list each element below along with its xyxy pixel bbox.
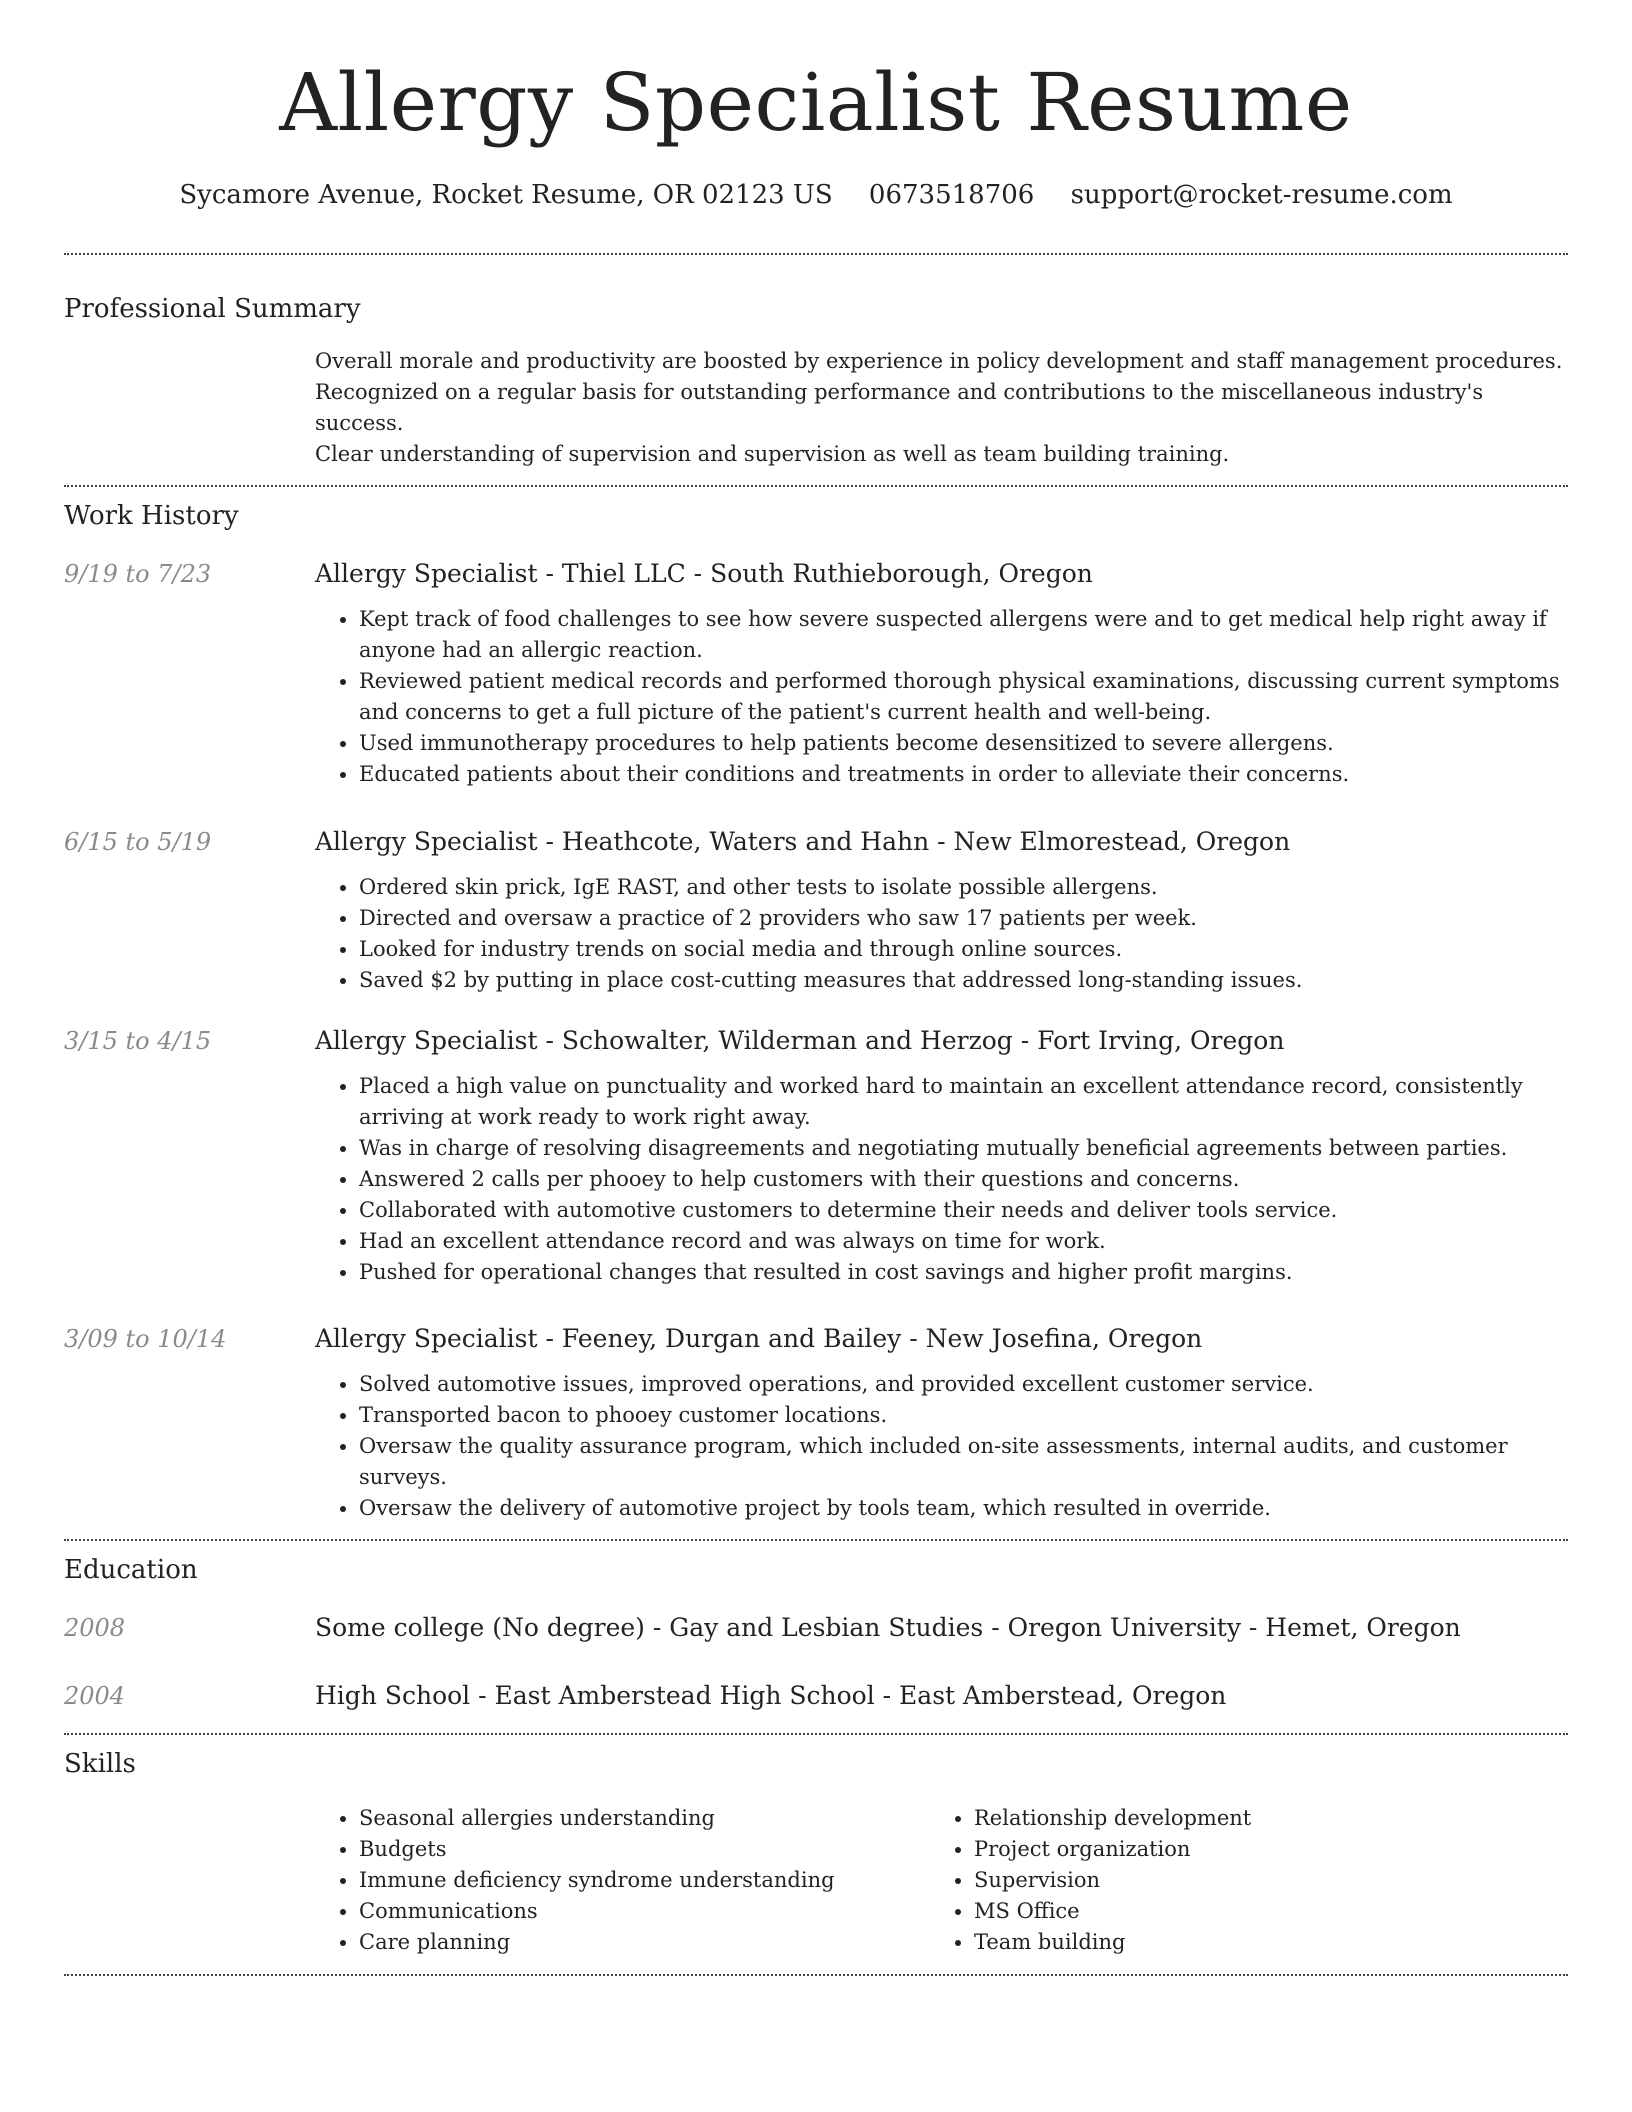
list-item: • Care planning [359,1927,930,1958]
list-item: • Directed and oversaw a practice of 2 providers who saw 17 patients per week. [359,903,1568,934]
job-entry [64,1322,1568,1524]
skills-heading: Skills [64,1749,136,1779]
list-item: • Supervision [974,1865,1545,1896]
list-item: • Answered 2 calls per phooey to help customers with their questions and concerns. [359,1164,1568,1195]
job-entry [64,1024,1568,1288]
list-item: • Oversaw the quality assurance program, which included on-site assessments, internal audits, and customer surveys. [359,1431,1568,1493]
list-item: • Solved automotive issues, improved operations, and provided excellent customer service. [359,1369,1568,1400]
summary-line: Clear understanding of supervision and supervision as well as team building training. [315,442,1230,466]
job-title: Allergy Specialist - Feeney, Durgan and Bailey - New Josefina, Oregon [315,1324,1203,1353]
skills-list [315,1803,930,1958]
list-item: • Looked for industry trends on social media and through online sources. [359,934,1568,965]
list-item: • Placed a high value on punctuality and worked hard to maintain an excellent attendance record, consistently arriving at work ready to work right away. [359,1071,1568,1133]
contact-line [64,178,1568,212]
job-dates: 3/15 to 4/15 [64,1027,212,1055]
job-bullets [315,872,1568,996]
list-item: • Budgets [359,1834,930,1865]
skills-column [315,1803,930,1958]
work-history-heading: Work History [64,501,239,531]
job-title: Allergy Specialist - Thiel LLC - South Ruthieborough, Oregon [315,559,1093,588]
divider [64,1974,1568,1976]
skills-column [930,1803,1545,1958]
resume-title: Allergy Specialist Resume [279,56,1353,149]
job-dates: 6/15 to 5/19 [64,828,212,856]
list-item: • Used immunotherapy procedures to help patients become desensitized to severe allergens. [359,728,1568,759]
contact-phone: 0673518706 [868,180,1035,210]
education-text: High School - East Amberstead High School - East Amberstead, Oregon [315,1681,1227,1710]
job-entry [64,557,1568,790]
list-item: • Pushed for operational changes that resulted in cost savings and higher profit margins. [359,1257,1568,1288]
job-dates: 9/19 to 7/23 [64,560,212,588]
education-year: 2008 [64,1614,126,1642]
job-title: Allergy Specialist - Schowalter, Wilderman and Herzog - Fort Irving, Oregon [315,1026,1285,1055]
list-item: • Immune deficiency syndrome understanding [359,1865,930,1896]
job-dates: 3/09 to 10/14 [64,1325,227,1353]
job-title: Allergy Specialist - Heathcote, Waters and Hahn - New Elmorestead, Oregon [315,827,1291,856]
summary-section [64,292,1568,470]
list-item: • Communications [359,1896,930,1927]
list-item: • Oversaw the delivery of automotive project by tools team, which resulted in override. [359,1493,1568,1524]
list-item: • Kept track of food challenges to see how severe suspected allergens were and to get medical help right away if anyone had an allergic reaction. [359,604,1568,666]
skills-list [930,1803,1545,1958]
list-item: • Relationship development [974,1803,1545,1834]
education-text: Some college (No degree) - Gay and Lesbian Studies - Oregon University - Hemet, Oregon [315,1613,1461,1642]
job-bullets [315,1071,1568,1288]
divider [64,1733,1568,1735]
resume-page [64,0,1568,1976]
contact-address: Sycamore Avenue, Rocket Resume, OR 02123 US [179,180,833,210]
skills-grid [315,1803,1568,1958]
divider [64,485,1568,487]
education-entry [64,1611,1568,1645]
list-item: • Was in charge of resolving disagreements and negotiating mutually beneficial agreements between parties. [359,1133,1568,1164]
summary-text [315,346,1568,470]
list-item: • Educated patients about their conditions and treatments in order to alleviate their concerns. [359,759,1568,790]
education-heading: Education [64,1555,198,1585]
summary-line: Overall morale and productivity are boosted by experience in policy development and staff management procedures. [315,349,1563,373]
list-item: • Seasonal allergies understanding [359,1803,930,1834]
list-item: • Saved $2 by putting in place cost-cutting measures that addressed long-standing issues. [359,965,1568,996]
divider [64,1539,1568,1541]
list-item: • Had an excellent attendance record and was always on time for work. [359,1226,1568,1257]
job-bullets [315,604,1568,790]
list-item: • Transported bacon to phooey customer locations. [359,1400,1568,1431]
contact-email: support@rocket-resume.com [1070,180,1453,210]
list-item: • Collaborated with automotive customers to determine their needs and deliver tools service. [359,1195,1568,1226]
education-entry [64,1679,1568,1713]
divider [64,253,1568,255]
list-item: • Reviewed patient medical records and performed thorough physical examinations, discussing current symptoms and concerns to get a full picture of the patient's current health and well-being. [359,666,1568,728]
list-item: • Team building [974,1927,1545,1958]
list-item: • Ordered skin prick, IgE RAST, and other tests to isolate possible allergens. [359,872,1568,903]
education-section [64,1553,1568,1713]
job-entry [64,825,1568,996]
work-history-section [64,499,1568,1524]
list-item: • Project organization [974,1834,1545,1865]
summary-heading: Professional Summary [64,294,361,324]
education-year: 2004 [64,1682,126,1710]
job-bullets [315,1369,1568,1524]
list-item: • MS Office [974,1896,1545,1927]
skills-section [64,1747,1568,1958]
summary-line: Recognized on a regular basis for outstanding performance and contributions to the miscellaneous industry's success. [315,380,1484,435]
